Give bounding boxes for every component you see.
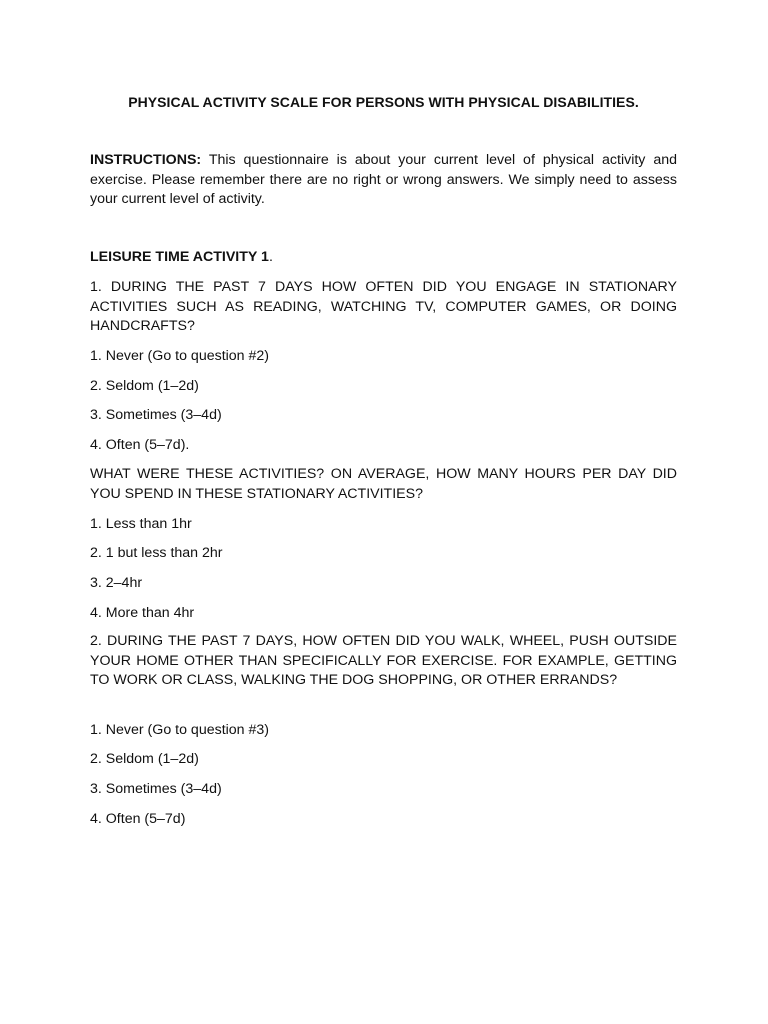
question-1-followup-option: 3. 2–4hr — [90, 575, 143, 591]
question-2-option: 3. Sometimes (3–4d) — [90, 781, 222, 797]
instructions-label: INSTRUCTIONS: — [90, 152, 202, 168]
question-2-text: 2. DURING THE PAST 7 DAYS, HOW OFTEN DID YOU WALK, WHEEL, PUSH OUTSIDE YOUR HOME OTHER THAN SPECIFICALLY FOR EXERCISE. FOR EXAMPLE, GETTING TO WORK OR CLASS, WALKING THE DOG SHOPPING, OR OTHER ERRANDS? — [90, 633, 677, 688]
document-title: PHYSICAL ACTIVITY SCALE FOR PERSONS WITH PHYSICAL DISABILITIES. — [128, 94, 639, 110]
question-2-option: 2. Seldom (1–2d) — [90, 751, 199, 767]
document-page — [90, 0, 677, 1024]
question-1-followup-option: 1. Less than 1hr — [90, 516, 192, 532]
section-heading-text: LEISURE TIME ACTIVITY 1 — [90, 249, 269, 265]
question-1-followup: WHAT WERE THESE ACTIVITIES? ON AVERAGE, HOW MANY HOURS PER DAY DID YOU SPEND IN THESE STATIONARY ACTIVITIES? — [90, 466, 677, 502]
section-heading-suffix: . — [268, 249, 273, 265]
question-2-option: 1. Never (Go to question #3) — [90, 722, 270, 738]
question-1-option: 2. Seldom (1–2d) — [90, 378, 199, 394]
question-1-option: 4. Often (5–7d). — [90, 437, 190, 453]
section-heading — [90, 248, 677, 268]
question-1-option: 1. Never (Go to question #2) — [90, 348, 270, 364]
instructions-paragraph — [90, 151, 677, 210]
question-1-followup-option: 2. 1 but less than 2hr — [90, 545, 223, 561]
question-1-option: 3. Sometimes (3–4d) — [90, 407, 222, 423]
question-2-option: 4. Often (5–7d) — [90, 811, 186, 827]
question-1-followup-option: 4. More than 4hr — [90, 605, 195, 621]
instructions-text: This questionnaire is about your current level of physical activity and exercise. Please remember there are no right or wrong answers. We simply need to assess your current level of activity. — [90, 152, 677, 207]
question-1-text: 1. DURING THE PAST 7 DAYS HOW OFTEN DID YOU ENGAGE IN STATIONARY ACTIVITIES SUCH AS READING, WATCHING TV, COMPUTER GAMES, OR DOING HANDCRAFTS? — [90, 279, 677, 334]
